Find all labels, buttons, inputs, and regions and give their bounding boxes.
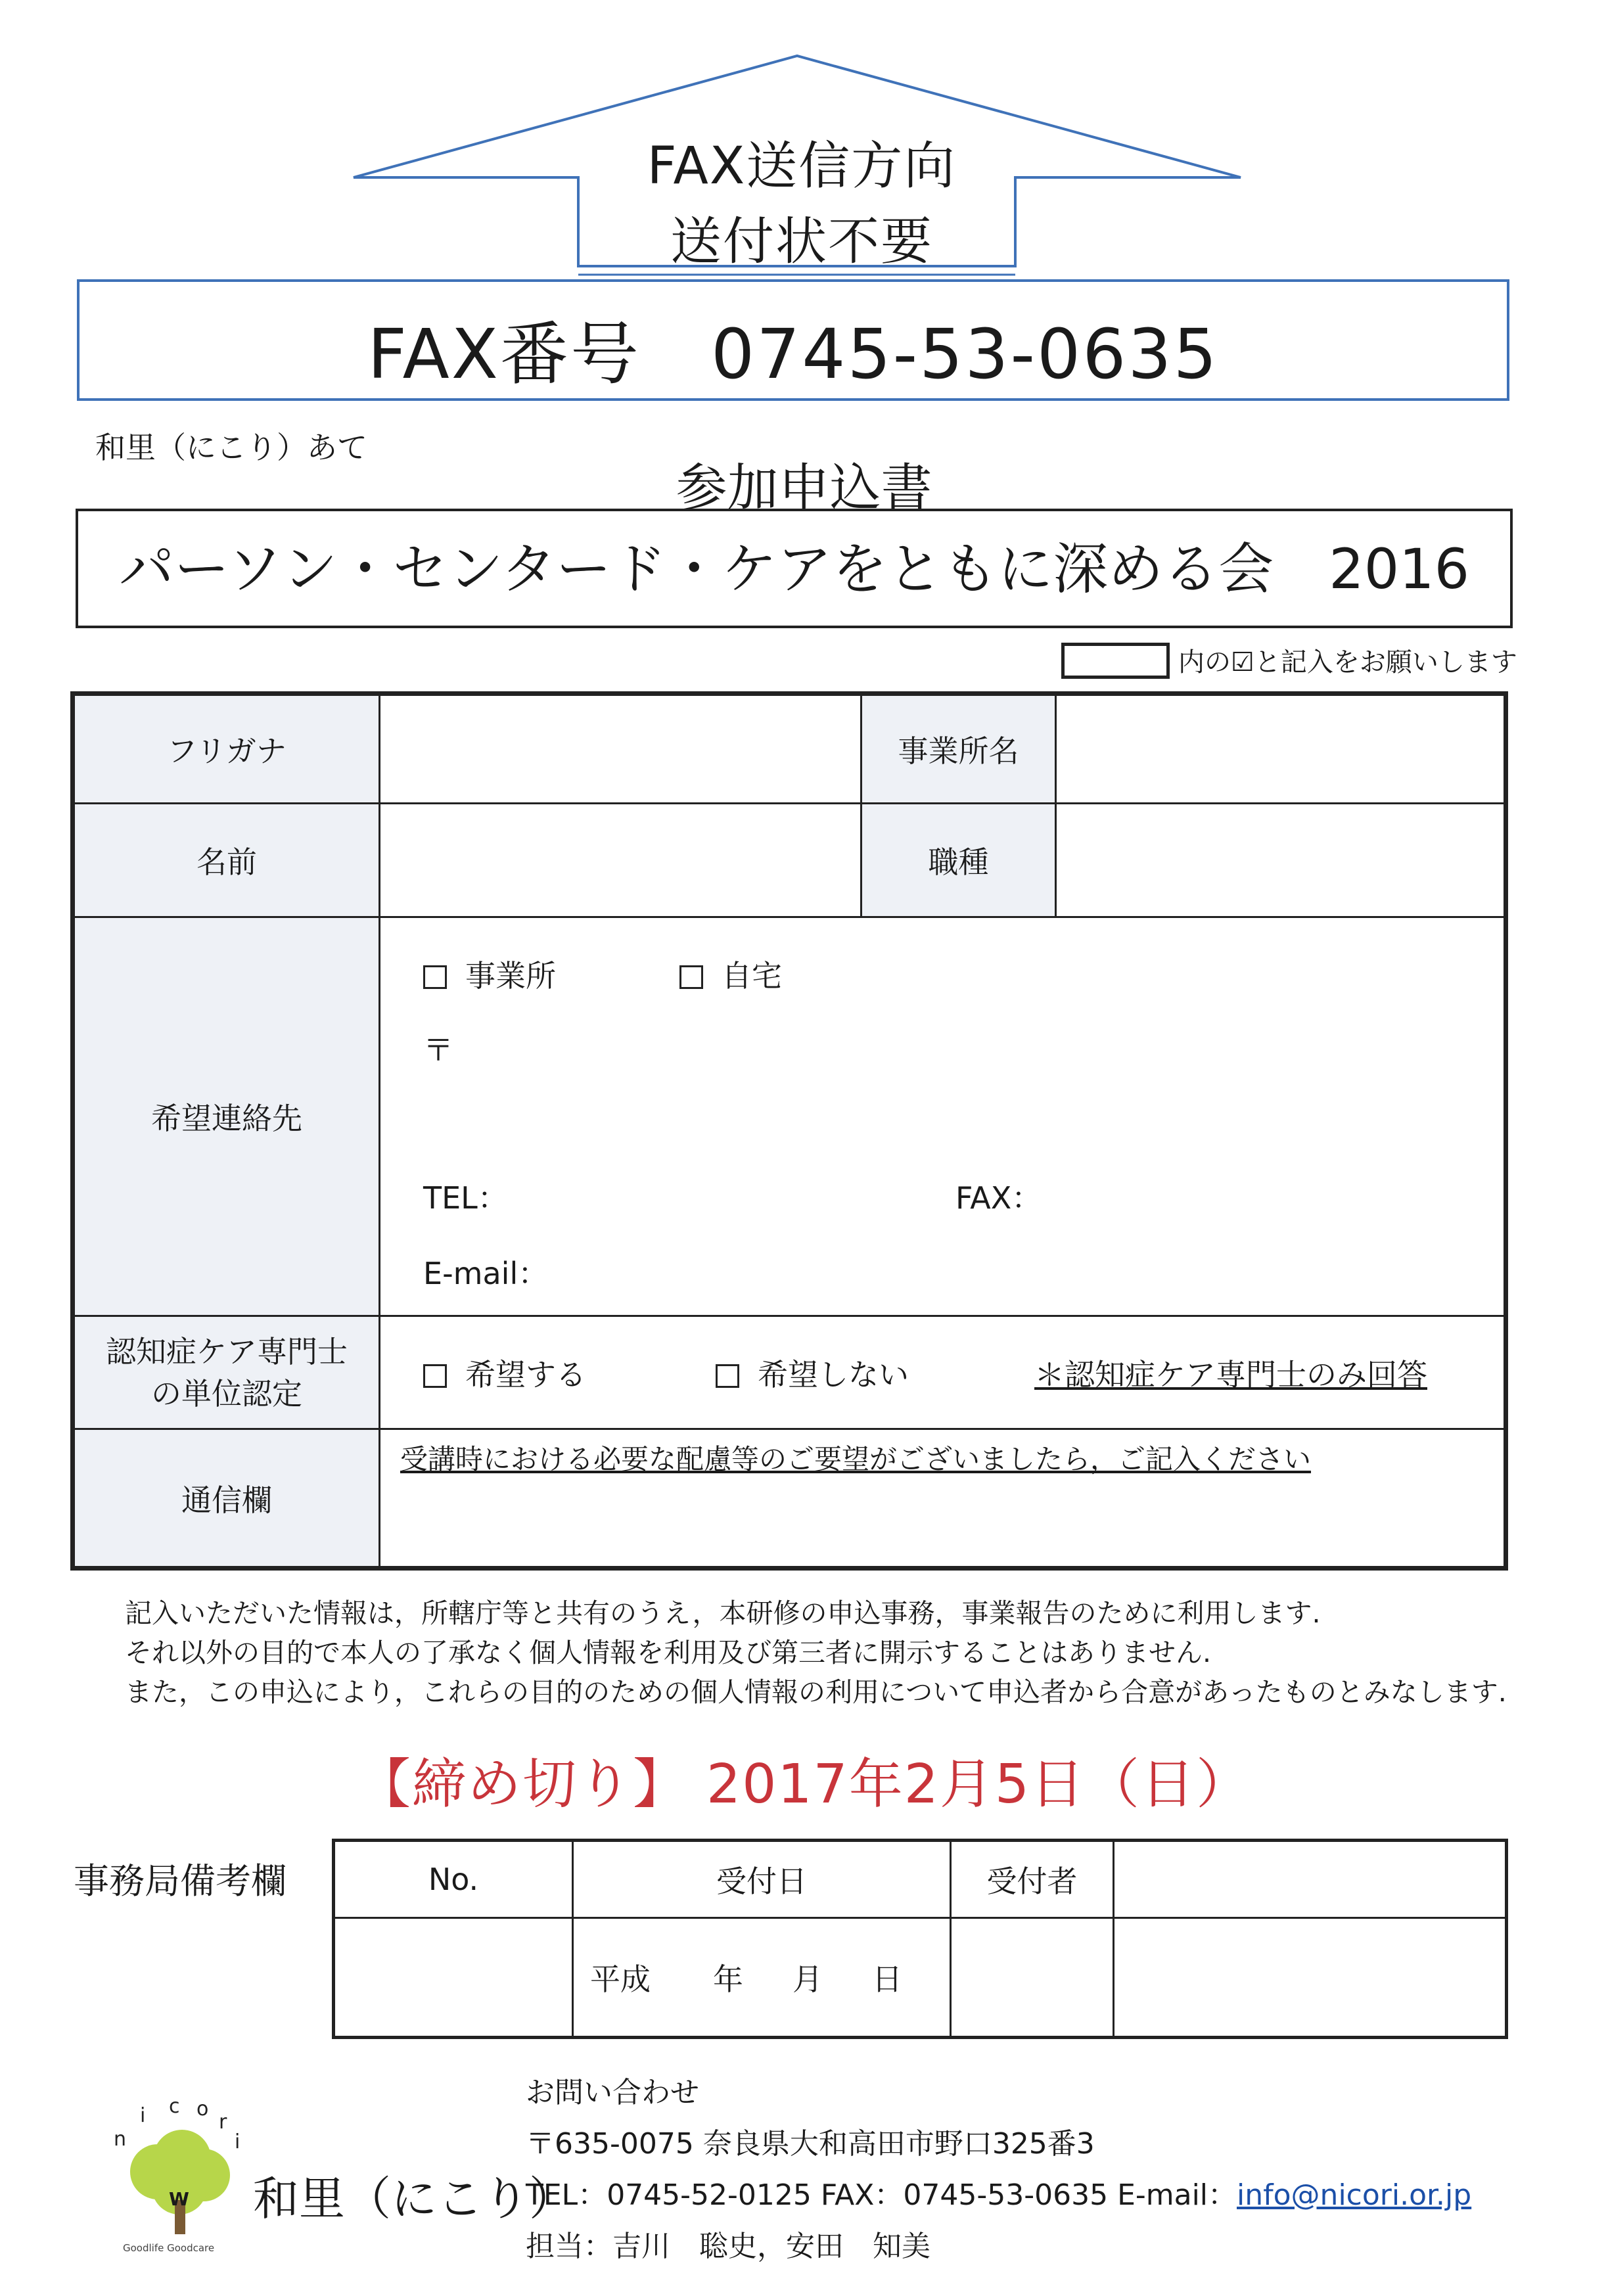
deadline: 【締め切り】 2017年2月5日（日）	[356, 1753, 1252, 1816]
arrow-text-line2: 送付状不要	[670, 212, 933, 271]
office-option-label: 事業所	[465, 958, 556, 994]
org-name: 和里（にこり）	[253, 2172, 575, 2226]
nicori-logo	[108, 2090, 246, 2261]
addressee: 和里（にこり）あて	[95, 430, 367, 465]
office-col-no: No.	[334, 1841, 573, 1918]
cert-label-line1: 認知症ケア専門士	[106, 1333, 348, 1369]
cert-yes-option[interactable]	[423, 1351, 586, 1394]
fax-number: FAX番号 0745-53-0635	[367, 314, 1219, 394]
office-date-field[interactable]	[573, 1918, 951, 2038]
logo-letter-i1: i	[140, 2104, 146, 2127]
logo-letter-n: n	[114, 2128, 127, 2151]
name-field[interactable]	[380, 804, 861, 917]
office-extra-field[interactable]	[1114, 1918, 1507, 2038]
home-checkbox[interactable]	[679, 965, 703, 989]
office-name-field[interactable]	[1056, 694, 1506, 804]
comm-note: 受講時における必要な配慮等のご要望がございましたら，ご記入ください	[400, 1443, 1312, 1475]
cert-yes-label: 希望する	[465, 1357, 586, 1392]
fill-note: 内の☑と記入をお願いします	[1178, 647, 1517, 677]
office-name-label: 事業所名	[861, 694, 1056, 804]
event-title: パーソン・センタード・ケアをともに深める会 2016	[76, 509, 1513, 628]
date-year: 年	[713, 1962, 743, 1997]
footer-address: 〒635-0075 奈良県大和高田市野口325番3	[526, 2127, 1095, 2161]
footer-tel-fax-text: TEL：0745-52-0125 FAX：0745-53-0635 E-mail：	[526, 2178, 1237, 2212]
contact-label: 希望連絡先	[73, 917, 380, 1316]
furigana-field[interactable]	[380, 694, 861, 804]
note-sample-box	[1061, 643, 1170, 679]
logo-letter-i2: i	[235, 2130, 241, 2153]
office-col-receiver: 受付者	[951, 1841, 1114, 1918]
document-title: 参加申込書	[676, 459, 932, 518]
comm-field[interactable]	[380, 1429, 1506, 1569]
tree-icon	[122, 2123, 237, 2238]
logo-letter-c: c	[169, 2095, 180, 2118]
privacy-line-3: また，この申込により，これらの目的のための個人情報の利用について申込者から合意があったものとみなします.	[125, 1676, 1507, 1708]
office-remarks-table	[332, 1839, 1508, 2039]
comm-label: 通信欄	[73, 1429, 380, 1569]
furigana-label: フリガナ	[73, 694, 380, 804]
inquiry-label: お問い合わせ	[526, 2076, 699, 2109]
job-label: 職種	[861, 804, 1056, 917]
cert-yes-checkbox[interactable]	[423, 1364, 447, 1388]
job-field[interactable]	[1056, 804, 1506, 917]
footer-tel-fax	[526, 2171, 1471, 2213]
fax-label: FAX：	[955, 1180, 1042, 1216]
date-month: 月	[793, 1962, 823, 1997]
date-era: 平成	[590, 1962, 651, 1997]
logo-letter-o: o	[196, 2098, 209, 2121]
cert-label	[73, 1316, 380, 1429]
office-remarks-label: 事務局備考欄	[74, 1860, 287, 1902]
office-no-field[interactable]	[334, 1918, 573, 2038]
name-label: 名前	[73, 804, 380, 917]
cert-note: ＊認知症ケア専門士のみ回答	[1034, 1357, 1427, 1392]
cert-label-line2: の単位認定	[151, 1375, 302, 1412]
email-label: E-mail：	[423, 1256, 549, 1291]
postal-mark: 〒	[423, 1032, 453, 1068]
date-day: 日	[872, 1962, 902, 1997]
privacy-line-2: それ以外の目的で本人の了承なく個人情報を利用及び第三者に開示することはありません.	[125, 1637, 1212, 1668]
cert-no-option[interactable]	[716, 1351, 909, 1394]
home-option-label: 自宅	[722, 958, 782, 994]
tel-label: TEL：	[423, 1180, 508, 1216]
logo-letter-r: r	[219, 2111, 227, 2134]
office-col-extra	[1114, 1841, 1507, 1918]
arrow-text-line1: FAX送信方向	[647, 137, 957, 196]
cert-no-label: 希望しない	[758, 1357, 909, 1392]
cert-no-checkbox[interactable]	[716, 1364, 739, 1388]
office-checkbox[interactable]	[423, 965, 447, 989]
contact-cell	[380, 917, 1506, 1316]
cert-cell	[380, 1316, 1506, 1429]
logo-w: W	[169, 2188, 189, 2210]
footer-email-link[interactable]: info@nicori.or.jp	[1237, 2178, 1472, 2212]
office-col-date: 受付日	[573, 1841, 951, 1918]
office-receiver-field[interactable]	[951, 1918, 1114, 2038]
option-office[interactable]	[423, 952, 556, 996]
logo-tagline: Goodlife Goodcare	[123, 2242, 215, 2254]
privacy-line-1: 記入いただいた情報は，所轄庁等と共有のうえ，本研修の申込事務，事業報告のために利用します.	[125, 1597, 1321, 1629]
footer-contact-person: 担当：吉川 聡史，安田 知美	[526, 2230, 930, 2263]
application-form	[70, 691, 1508, 1571]
option-home[interactable]	[679, 952, 782, 996]
